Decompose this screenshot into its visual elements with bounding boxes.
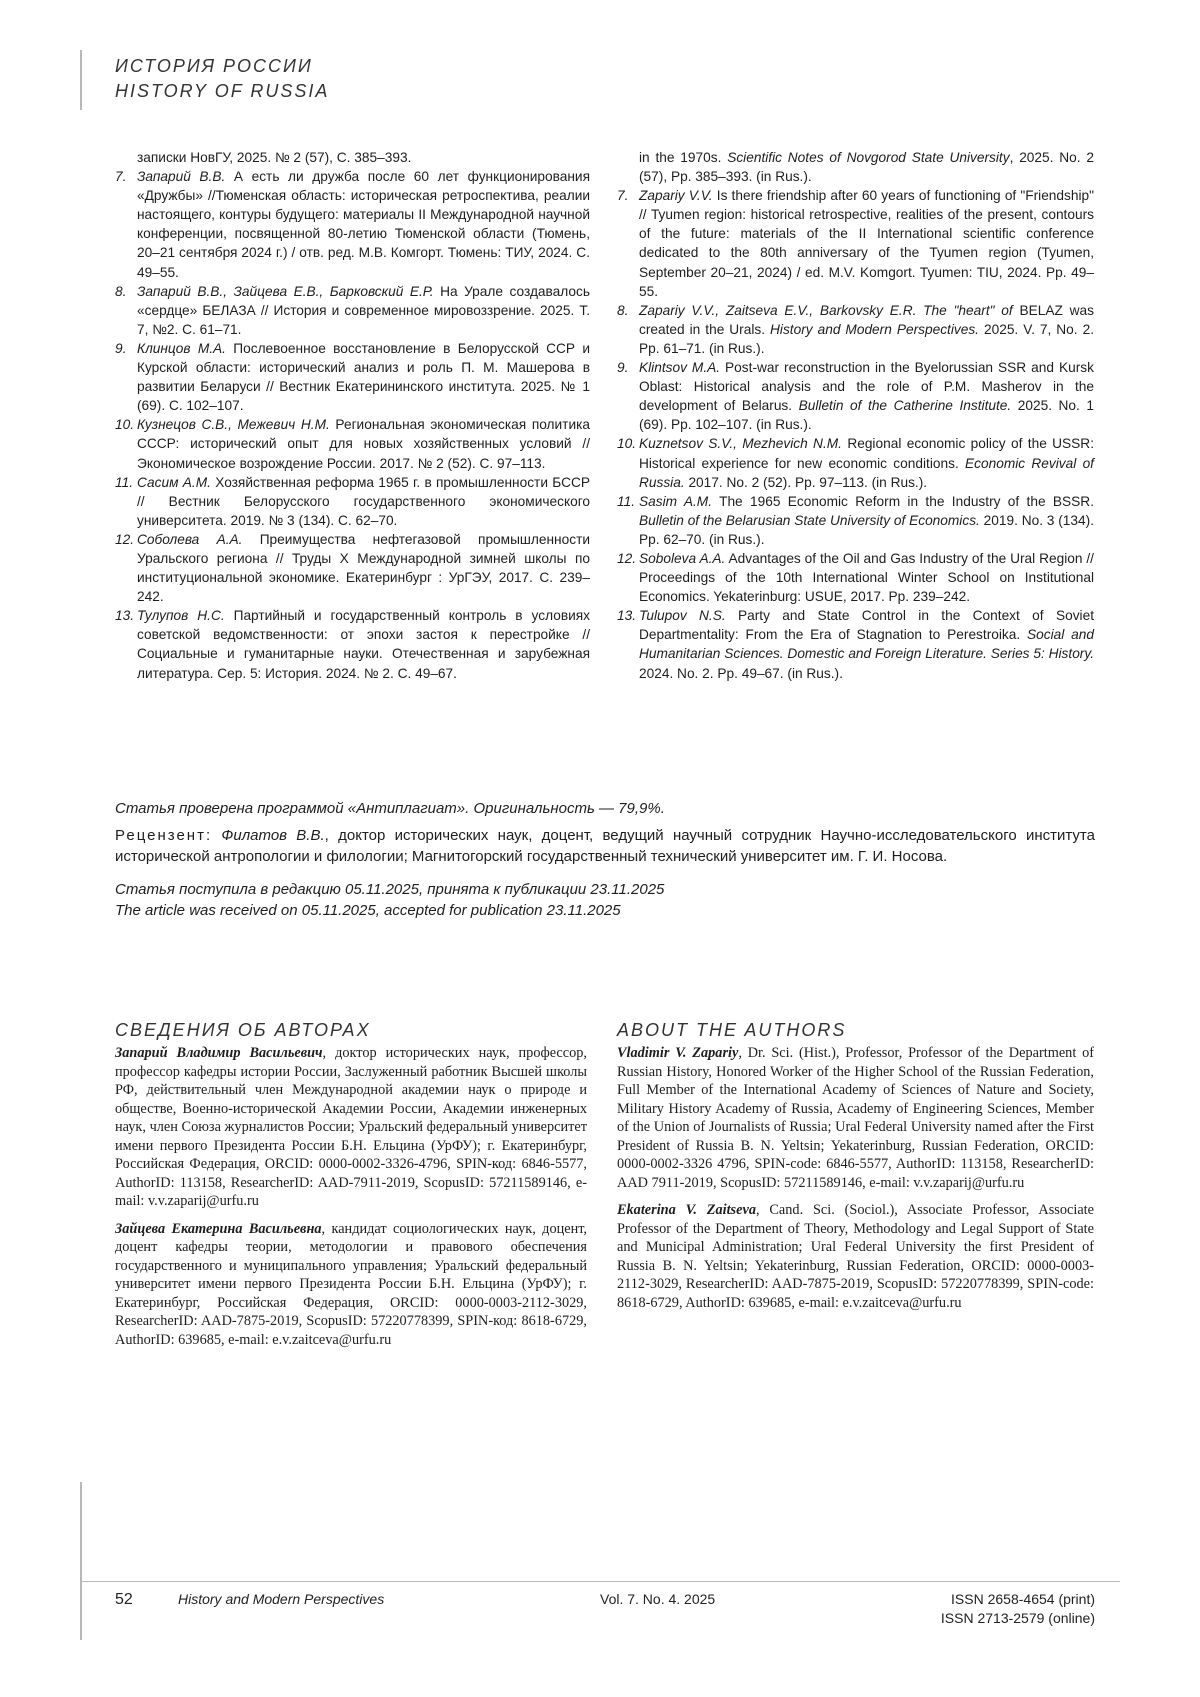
reference-text: Послевоенное восстановление в Белорусской ССР и Курской области: исторический анализ и роль П. М. Машерова в развитии Беларуси // Вестник Екатерининского института. 2025. № 1 (69). С. 102–107. xyxy=(137,340,590,414)
reference-journal: History and Modern Perspectives. xyxy=(770,321,979,337)
reference-text: Партийный и государственный контроль в условиях советской ведомственности: от эпохи застоя к перестройке // Социальные и гуманитарные науки. Отечественная и зарубежная литература. Сер. 5: История. 2024. № 2. С. 49–67. xyxy=(137,608,590,681)
reference-text: in the 1970s. xyxy=(639,150,728,165)
reference-number: 12. xyxy=(617,550,637,566)
reference-journal: Social and Humanitarian Sciences. Domestic and Foreign Literature. Series 5: History. xyxy=(639,627,1094,662)
author-details: , Cand. Sci. (Sociol.), Associate Professor, Associate Professor of the Department of Theory, Methodology and Legal Support of State and Municipal Administration; Ural Federal University the first President of Russia B. N. Yeltsin; Yekaterinburg, Russian Federation, ORCID: 0000-0003-2112-3029, ResearcherID: AAD-7875-2019, ScopusID: 57220778399, SPIN-code: 8618-6729, AuthorID: 639685, e-mail: e.v.zaitceva@urfu.ru xyxy=(617,1202,1094,1311)
reference-text: Regional economic policy of the USSR: Historical experience for new economic conditions. xyxy=(639,436,1094,471)
reference-author: Soboleva A.A. xyxy=(639,550,726,566)
reference-item xyxy=(617,606,1094,682)
reference-number: 7. xyxy=(617,188,629,204)
reference-text: , 2025. No. 2 (57), Pp. 385–393. (in Rus.). xyxy=(639,150,1094,185)
reference-author: Tulupov N.S. xyxy=(639,608,726,624)
reference-author: Zapariy V.V., Zaitseva E.V., Barkovsky E.R. The "heart" of xyxy=(639,302,1013,318)
author-name: Запарий Владимир Васильевич xyxy=(115,1045,323,1061)
reference-number: 10. xyxy=(115,417,135,433)
reference-item xyxy=(115,148,590,167)
author-entry xyxy=(617,1201,1094,1312)
reference-text: Региональная экономическая политика СССР: исторический опыт для новых хозяйственных условий // Экономическое возрождение России. 2017. № 2 (52). С. 97–113. xyxy=(137,417,590,471)
reference-text: The 1965 Economic Reform in the Industry of the BSSR. xyxy=(712,493,1094,509)
reference-number: 8. xyxy=(115,283,127,299)
reference-author: Klintsov M.A. xyxy=(639,360,721,376)
reference-journal: Economic Revival of Russia. xyxy=(639,455,1094,490)
author-name: Vladimir V. Zapariy xyxy=(617,1045,739,1061)
reference-text: Is there friendship after 60 years of functioning of "Friendship" // Tyumen region: historical retrospective, realities of the present, contours of the future: materials of the II International scientific conference dedicated to the 80th anniversary of the Tyumen region (Tyumen, September 20–21, 2024) / ed. M.V. Komgort. Tyumen: TIU, 2024. Pp. 49–55. xyxy=(639,188,1094,299)
reference-number: 8. xyxy=(617,302,629,318)
reference-text: Преимущества нефтегазовой промышленности Уральского региона // Труды X Международной зимней школы по институциональной экономике. Екатеринбург : УрГЭУ, 2017. С. 239–242. xyxy=(137,531,590,605)
footer-journal: History and Modern Perspectives xyxy=(178,1591,385,1607)
reference-text: 2025. V. 7, No. 2. Pp. 61–71. (in Rus.). xyxy=(639,321,1094,356)
reviewer-text: , доктор исторических наук, доцент, ведущий научный сотрудник Научно-исследовательского института исторической антропологии и филологии; Магнитогорский государственный технический университет им. Г. И. Носова. xyxy=(115,827,1095,865)
reference-item xyxy=(617,186,1094,301)
authors-en xyxy=(617,1044,1094,1321)
reviewer-note xyxy=(115,825,1095,867)
running-header xyxy=(115,54,329,104)
reference-number: 9. xyxy=(115,340,127,356)
author-details: , кандидат социологических наук, доцент, доцент кафедры теории, методологии и правового обеспечения государственного и муниципального управления; Уральский федеральный университет имени первого Президента России Б.Н. Ельцина (УрФУ); г. Екатеринбург, Российская Федерация, ORCID: 0000-0003-2112-3029, ResearcherID: AAD-7875-2019, ScopusID: 57220778399, SPIN-код: 8618-6729, AuthorID: 639685, e-mail: e.v.zaitceva@urfu.ru xyxy=(115,1220,587,1348)
author-details: , доктор исторических наук, профессор, профессор кафедры истории России, Заслуженный работник Высшей школы РФ, действительный член Международной академии наук о природе и обществе, Военно-исторической Академии России, Академии инженерных наук, член Союза журналистов России; Уральский федеральный университет имени первого Президента России Б.Н. Ельцина (УрФУ); г. Екатеринбург, Российская Федерация, ORCID: 0000-0002-3326-4796, SPIN-код: 6846-5577, AuthorID: 113158, ResearcherID: AAD-7911-2019, ScopusID: 57211589146, e-mail: v.v.zaparij@urfu.ru xyxy=(115,1045,587,1209)
reference-item xyxy=(115,167,590,282)
reference-author: Сасим А.М. xyxy=(137,474,211,490)
page-number: 52 xyxy=(115,1591,133,1608)
reference-author: Sasim A.M. xyxy=(639,493,712,509)
author-name: Ekaterina V. Zaitseva xyxy=(617,1202,756,1218)
reference-author: Кузнецов С.В., Межевич Н.М. xyxy=(137,417,330,433)
header-en: HISTORY OF RUSSIA xyxy=(115,81,330,101)
authors-title-ru: СВЕДЕНИЯ ОБ АВТОРАХ xyxy=(115,1020,371,1040)
reference-text: Хозяйственная реформа 1965 г. в промышленности БССР // Вестник Белорусского государственного экономического университета. 2019. № 3 (134). С. 62–70. xyxy=(137,474,590,528)
authors-ru xyxy=(115,1044,587,1358)
reference-number: 9. xyxy=(617,360,629,376)
reference-text: записки НовГУ, 2025. № 2 (57), С. 385–393. xyxy=(137,150,412,165)
reference-author: Запарий В.В. xyxy=(137,169,226,185)
reference-text: 2019. No. 3 (134). Pp. 62–70. (in Rus.). xyxy=(639,512,1094,547)
reference-item xyxy=(115,415,590,472)
reference-text: BELAZ was created in the Urals. xyxy=(639,302,1094,337)
reference-number: 12. xyxy=(115,531,135,547)
reference-item xyxy=(115,339,590,415)
reference-number: 13. xyxy=(115,608,135,624)
references-ru xyxy=(115,148,590,683)
footer-volume: Vol. 7. No. 4. 2025 xyxy=(600,1591,716,1607)
reference-author: Клинцов М.А. xyxy=(137,340,226,356)
reference-item xyxy=(617,358,1094,434)
reference-text: Advantages of the Oil and Gas Industry of the Ural Region // Proceedings of the 10th International Winter School on Institutional Economics. Yekaterinburg: USUE, 2017. Pp. 239–242. xyxy=(639,550,1094,605)
reference-journal: Bulletin of the Catherine Institute. xyxy=(798,398,1012,414)
reference-item xyxy=(617,434,1094,491)
author-entry xyxy=(617,1044,1094,1192)
reference-item xyxy=(115,530,590,606)
reference-number: 7. xyxy=(115,169,127,185)
footer-rule-vertical xyxy=(80,1482,82,1640)
reference-item xyxy=(617,148,1094,186)
reference-number: 10. xyxy=(617,436,637,452)
footer-issn xyxy=(915,1590,1095,1628)
reference-item xyxy=(617,301,1094,358)
header-rule xyxy=(80,50,82,110)
reference-text: А есть ли дружба после 60 лет функционирования «Дружбы» //Тюменская область: историческая ретроспектива, реалии настоящего, контуры будущего: материалы II Международной научной конференции, посвященной 80-летию Тюменской области (Тюмень, 20–21 сентября 2024 г.) / отв. ред. М.В. Комгорт. Тюмень: ТИУ, 2024. С. 49–55. xyxy=(137,169,590,280)
reference-journal: Scientific Notes of Novgorod State University xyxy=(727,150,1010,165)
author-details: , Dr. Sci. (Hist.), Professor, Professor of the Department of Russian History, Honored Worker of the Higher School of the Russian Federation, Full Member of the International Academy of Sciences of Nature and Society, Military History Academy of Russia, Academy of Engineering Sciences, Member of the Union of Journalists of Russia; Ural Federal University named after the First President of Russia B. N. Yeltsin; Yekaterinburg, Russian Federation, ORCID: 0000-0002-3326 4796, SPIN-code: 6846-5577, AuthorID: 113158, ResearcherID: AAD 7911-2019, ScopusID: 57211589146, e-mail: v.v.zaparij@urfu.ru xyxy=(617,1045,1094,1191)
reference-number: 11. xyxy=(115,474,134,490)
reference-text: 2024. No. 2. Pp. 49–67. (in Rus.). xyxy=(639,665,843,681)
issn-online: ISSN 2713-2579 (online) xyxy=(940,1610,1095,1626)
received-note-ru: Статья поступила в редакцию 05.11.2025, принята к публикации 23.11.2025 xyxy=(115,881,665,898)
reference-author: Запарий В.В., Зайцева Е.В., Барковский Е.Р. xyxy=(137,283,434,299)
author-entry xyxy=(115,1220,587,1350)
issn-print: ISSN 2658-4654 (print) xyxy=(951,1591,1095,1607)
reviewer-name: Филатов В.В. xyxy=(221,827,325,844)
references-en xyxy=(617,148,1094,683)
reference-item xyxy=(115,282,590,339)
antiplagiat-note: Статья проверена программой «Антиплагиат». Оригинальность — 79,9%. xyxy=(115,800,665,817)
reference-author: Соболева А.А. xyxy=(137,531,243,547)
reference-journal: Bulletin of the Belarusian State University of Economics. xyxy=(639,512,980,528)
reference-text: Post-war reconstruction in the Byelorussian SSR and Kursk Oblast: Historical analysis and the role of P.M. Masherov in the development of Belarus. xyxy=(639,360,1094,414)
reference-item xyxy=(115,606,590,682)
reference-number: 11. xyxy=(617,493,636,509)
received-note-en: The article was received on 05.11.2025, accepted for publication 23.11.2025 xyxy=(115,902,621,919)
reference-text: 2017. No. 2 (52). Pp. 97–113. (in Rus.). xyxy=(684,474,928,490)
reference-author: Тулупов Н.С. xyxy=(137,608,225,624)
footer-rule xyxy=(80,1581,1120,1582)
reference-item xyxy=(617,492,1094,549)
authors-title-en: ABOUT THE AUTHORS xyxy=(617,1020,847,1040)
reference-item xyxy=(115,473,590,530)
reference-item xyxy=(617,549,1094,606)
reference-author: Zapariy V.V. xyxy=(639,188,713,204)
author-name: Зайцева Екатерина Васильевна xyxy=(115,1220,322,1237)
reference-number: 13. xyxy=(617,608,637,624)
reference-text: На Урале создавалось «сердце» БЕЛАЗА // История и современное мировоззрение. 2025. Т. 7, №2. С. 61–71. xyxy=(137,283,591,337)
author-entry xyxy=(115,1044,587,1211)
header-ru: ИСТОРИЯ РОССИИ xyxy=(115,56,313,76)
reviewer-label: Рецензент: xyxy=(115,827,213,844)
reference-author: Kuznetsov S.V., Mezhevich N.M. xyxy=(639,436,842,452)
reference-text: 2025. No. 1 (69). Pp. 102–107. (in Rus.). xyxy=(639,398,1094,433)
reference-text: Party and State Control in the Context of Soviet Departmentality: From the Era of Stagnation to Perestroika. xyxy=(639,608,1094,643)
